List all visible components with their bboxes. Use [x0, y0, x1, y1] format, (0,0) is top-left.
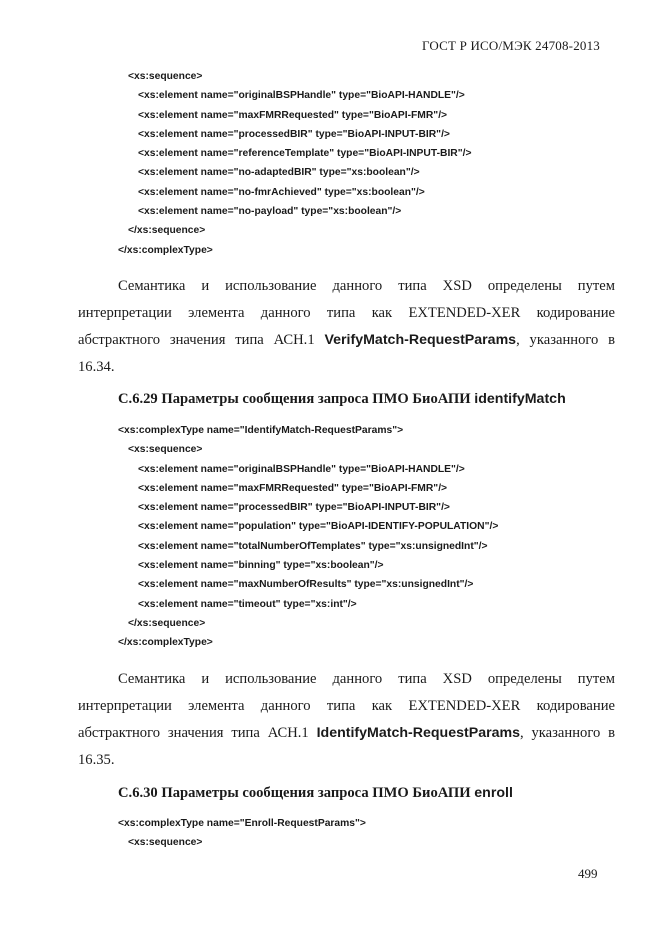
section-heading-enroll — [118, 785, 513, 802]
code-line: <xs:element name="timeout" type="xs:int"/> — [138, 598, 357, 610]
code-line: </xs:sequence> — [128, 225, 206, 237]
code-line: </xs:complexType> — [118, 244, 213, 256]
code-line: <xs:element name="processedBIR" type="BioAPI-INPUT-BIR"/> — [138, 502, 450, 514]
code-line: </xs:sequence> — [128, 617, 206, 629]
type-name: IdentifyMatch-RequestParams — [316, 725, 520, 741]
paragraph-text: Семантика и использование данного типа XSD определены путем интерпретации элемента данного типа как EXTENDED-XER кодирование абстрактного значения типа АСН.1 — [78, 671, 615, 741]
code-line: <xs:element name="referenceTemplate" type="BioAPI-INPUT-BIR"/> — [138, 148, 472, 160]
paragraph-text: Семантика и использование данного типа XSD определены путем интерпретации элемента данного типа как EXTENDED-XER кодирование абстрактного значения типа АСН.1 — [78, 278, 615, 348]
code-line: <xs:element name="originalBSPHandle" type="BioAPI-HANDLE"/> — [138, 90, 465, 102]
function-name: enroll — [474, 785, 513, 801]
code-line: <xs:element name="maxNumberOfResults" type="xs:unsignedInt"/> — [138, 579, 474, 591]
paragraph-text-end: , указанного в 16.35. — [78, 725, 615, 768]
code-line: <xs:element name="originalBSPHandle" type="BioAPI-HANDLE"/> — [138, 463, 465, 475]
code-line: <xs:element name="processedBIR" type="BioAPI-INPUT-BIR"/> — [138, 128, 450, 140]
code-line: <xs:complexType name="IdentifyMatch-RequestParams"> — [118, 425, 404, 436]
function-name: identifyMatch — [474, 391, 566, 407]
code-line: <xs:element name="no-payload" type="xs:boolean"/> — [138, 206, 402, 218]
code-line: <xs:element name="no-adaptedBIR" type="xs:boolean"/> — [138, 167, 420, 179]
section-title: С.6.29 Параметры сообщения запроса ПМО БиоАПИ — [118, 391, 475, 407]
paragraph-text-end: , указанного в 16.34. — [78, 332, 616, 375]
code-line: <xs:sequence> — [128, 71, 203, 82]
semantics-paragraph-verifymatch — [78, 273, 615, 381]
section-title: С.6.30 Параметры сообщения запроса ПМО БиоАПИ — [118, 785, 475, 801]
standard-header: ГОСТ Р ИСО/МЭК 24708-2013 — [421, 38, 600, 53]
code-block-sequence-end — [118, 67, 472, 260]
semantics-paragraph-identifymatch — [78, 666, 615, 774]
code-line: <xs:element name="population" type="BioAPI-IDENTIFY-POPULATION"/> — [138, 521, 499, 533]
type-name: VerifyMatch-RequestParams — [324, 332, 517, 348]
code-block-enroll — [118, 814, 366, 853]
code-line: <xs:element name="totalNumberOfTemplates" type="xs:unsignedInt"/> — [138, 540, 488, 552]
code-line: <xs:sequence> — [128, 837, 203, 849]
code-line: <xs:sequence> — [128, 444, 203, 456]
code-line: <xs:element name="maxFMRRequested" type="BioAPI-FMR"/> — [138, 482, 448, 494]
code-block-identifymatch — [118, 421, 498, 653]
code-line: <xs:element name="maxFMRRequested" type="BioAPI-FMR"/> — [138, 109, 448, 121]
code-line: <xs:element name="no-fmrAchieved" type="xs:boolean"/> — [138, 186, 425, 198]
page-number: 499 — [578, 866, 598, 881]
code-line: </xs:complexType> — [118, 637, 213, 649]
code-line: <xs:element name="binning" type="xs:boolean"/> — [138, 560, 384, 572]
section-heading-identifymatch — [118, 391, 566, 408]
code-line: <xs:complexType name="Enroll-RequestParams"> — [118, 818, 366, 829]
